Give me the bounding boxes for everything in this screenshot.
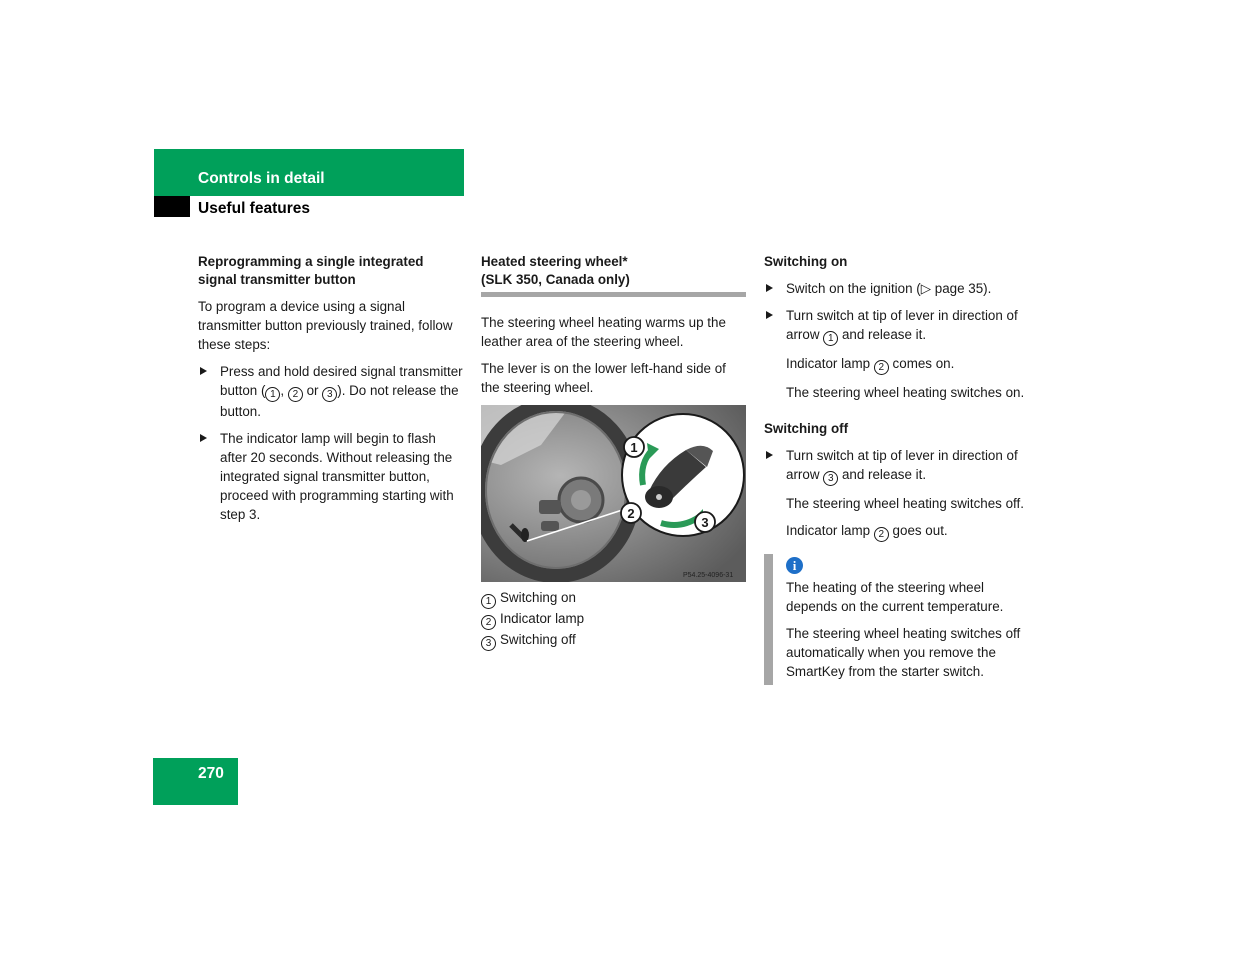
callout-3: 3 [701,515,709,530]
section-subtitle: Useful features [198,200,310,217]
legend-item: 3 Switching off [481,630,746,651]
callout-1: 1 [630,440,638,455]
header-marker [154,196,190,217]
heated-wheel-para1: The steering wheel heating warms up the leather area of the steering wheel. [481,315,726,349]
circled-number: 3 [322,387,337,402]
bullet-arrow-icon [200,434,207,442]
step-indicator-flash: The indicator lamp will begin to flash after 20 seconds. Without releasing the integrated signal transmitter button, proceed with programming starting with step 3. [198,429,466,524]
switching-on-heading: Switching on [764,254,848,269]
column-switching [764,253,1032,681]
circled-number: 3 [823,471,838,486]
legend-item: 2 Indicator lamp [481,609,746,630]
bullet-arrow-icon [200,367,207,375]
info-text-2: The steering wheel heating switches off automatically when you remove the SmartKey from the starter switch. [786,626,1021,679]
bullet-arrow-icon [766,311,773,319]
bullet-arrow-icon [766,284,773,292]
circled-number: 2 [288,387,303,402]
reprogramming-heading: Reprogramming a single integrated signal transmitter button [198,254,424,287]
figure-legend [481,588,746,651]
info-note [764,556,1032,681]
column-reprogramming [198,253,466,532]
bullet-arrow-icon [766,451,773,459]
heated-wheel-heading: Heated steering wheel* (SLK 350, Canada only) [481,253,746,297]
result-lamp-off: Indicator lamp 2 goes out. [786,523,948,540]
info-bar [764,554,773,685]
result-heating-on: The steering wheel heating switches on. [786,385,1025,400]
callout-2: 2 [627,506,635,521]
steering-lever-svg [481,405,746,582]
legend-item: 1 Switching on [481,588,746,609]
result-lamp-on: Indicator lamp 2 comes on. [786,356,955,373]
step-turn-off: Turn switch at tip of lever in direction of arrow 3 and release it. [764,446,1032,486]
figure-code: P54.25-4096-31 [683,572,734,579]
step-press-hold: Press and hold desired signal transmitter button ( 1 , 2 or 3 ). Do not release the button. [198,362,466,421]
heated-wheel-para2: The lever is on the lower left-hand side of the steering wheel. [481,361,726,395]
circled-number: 2 [874,360,889,375]
info-icon: i [786,557,803,574]
reprogramming-intro: To program a device using a signal transmitter button previously trained, follow these steps: [198,299,453,352]
circled-number: 1 [823,331,838,346]
step-ignition: Switch on the ignition (▷ page 35). [764,279,1032,298]
page-number: 270 [198,765,224,782]
switching-off-heading: Switching off [764,421,849,436]
steering-lever-illustration [481,405,746,582]
section-title: Controls in detail [198,170,325,187]
column-heated-wheel [481,253,746,651]
circled-number: 2 [874,527,889,542]
result-heating-off: The steering wheel heating switches off. [786,496,1024,511]
step-turn-on: Turn switch at tip of lever in direction of arrow 1 and release it. [764,306,1032,346]
circled-number: 1 [265,387,280,402]
info-text-1: The heating of the steering wheel depends on the current temperature. [786,580,1004,614]
page-number-tab [153,758,238,805]
